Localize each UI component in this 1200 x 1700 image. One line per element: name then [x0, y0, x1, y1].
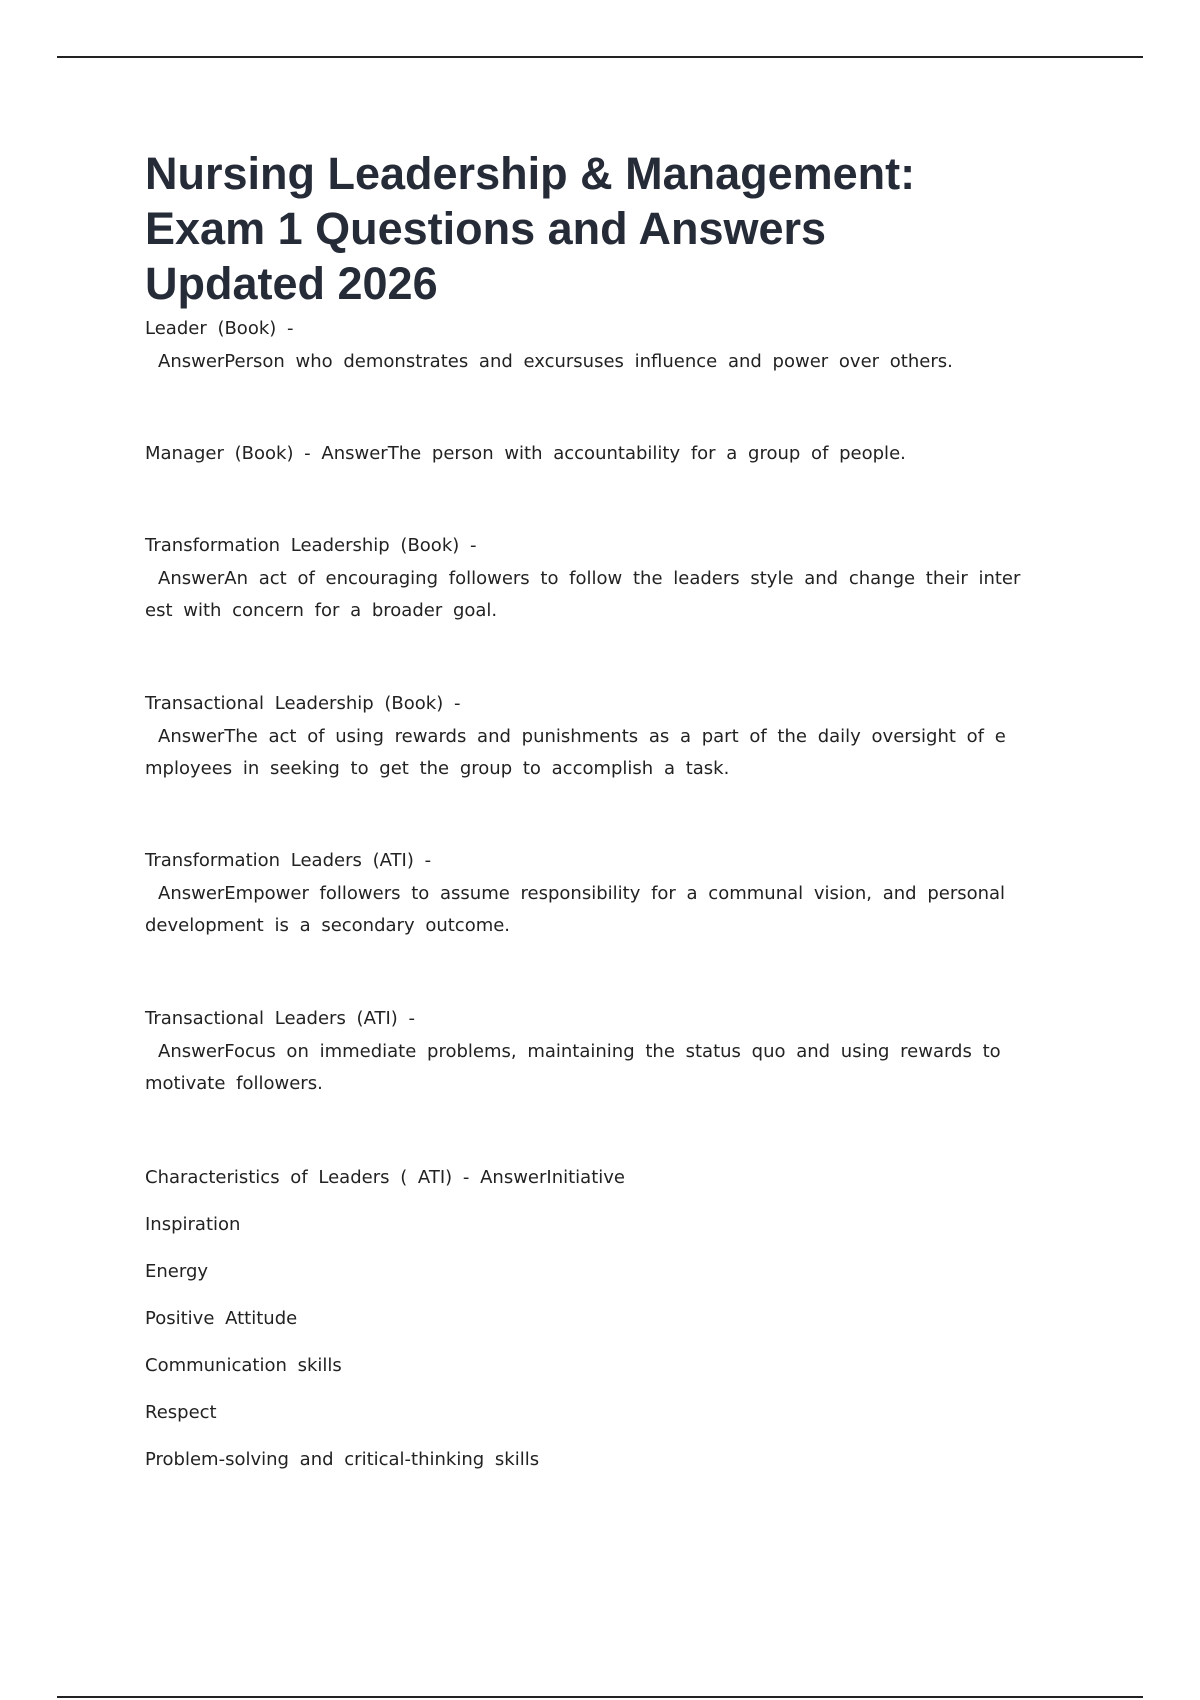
qa-entry-transactional-leaders-ati [145, 1003, 1060, 1101]
list-item: Communication skills [145, 1355, 342, 1376]
qa-entry-transformation-leadership-book [145, 530, 1060, 628]
entry-answer-line: AnswerPerson who demonstrates and excursuses influence and power over others. [158, 350, 953, 372]
list-item: Problem-solving and critical-thinking skills [145, 1449, 540, 1470]
entry-answer-line: mployees in seeking to get the group to accomplish a task. [145, 758, 730, 779]
entry-question: Transactional Leaders (ATI) - [145, 1008, 416, 1029]
list-item: Positive Attitude [145, 1308, 298, 1329]
entry-question: Leader (Book) - [145, 318, 294, 339]
list-item: Inspiration [145, 1214, 241, 1235]
characteristics-heading: Characteristics of Leaders ( ATI) - AnswerInitiative [145, 1167, 625, 1188]
entry-answer-line: motivate followers. [145, 1073, 323, 1094]
entry-question: Transformation Leadership (Book) - [145, 535, 477, 556]
entry-question: Transactional Leadership (Book) - [145, 693, 461, 714]
entry-answer-line: AnswerFocus on immediate problems, maintaining the status quo and using rewards to [158, 1040, 1001, 1062]
entry-question: Manager (Book) - AnswerThe person with accountability for a group of people. [145, 443, 906, 464]
qa-entry-manager-book [145, 438, 1060, 471]
entry-answer-line: AnswerEmpower followers to assume responsibility for a communal vision, and personal [158, 882, 1006, 904]
title-line: Updated 2026 [145, 258, 438, 309]
characteristics-list [145, 1162, 625, 1491]
top-rule [57, 56, 1143, 58]
entry-answer-line: AnswerThe act of using rewards and punishments as a part of the daily oversight of e [158, 725, 1006, 747]
entry-answer-line: est with concern for a broader goal. [145, 600, 498, 621]
entry-answer-line: AnswerAn act of encouraging followers to follow the leaders style and change their inter [158, 567, 1021, 589]
list-item: Respect [145, 1402, 217, 1423]
title-line: Exam 1 Questions and Answers [145, 203, 827, 254]
entry-answer-line: development is a secondary outcome. [145, 915, 511, 936]
list-item: Energy [145, 1261, 209, 1282]
document-title [145, 146, 1065, 311]
entry-question: Transformation Leaders (ATI) - [145, 850, 432, 871]
qa-entry-transformation-leaders-ati [145, 845, 1060, 943]
qa-entry-leader-book [145, 313, 1060, 378]
qa-entry-transactional-leadership-book [145, 688, 1060, 786]
bottom-rule [57, 1696, 1143, 1698]
title-line: Nursing Leadership & Management: [145, 148, 916, 199]
